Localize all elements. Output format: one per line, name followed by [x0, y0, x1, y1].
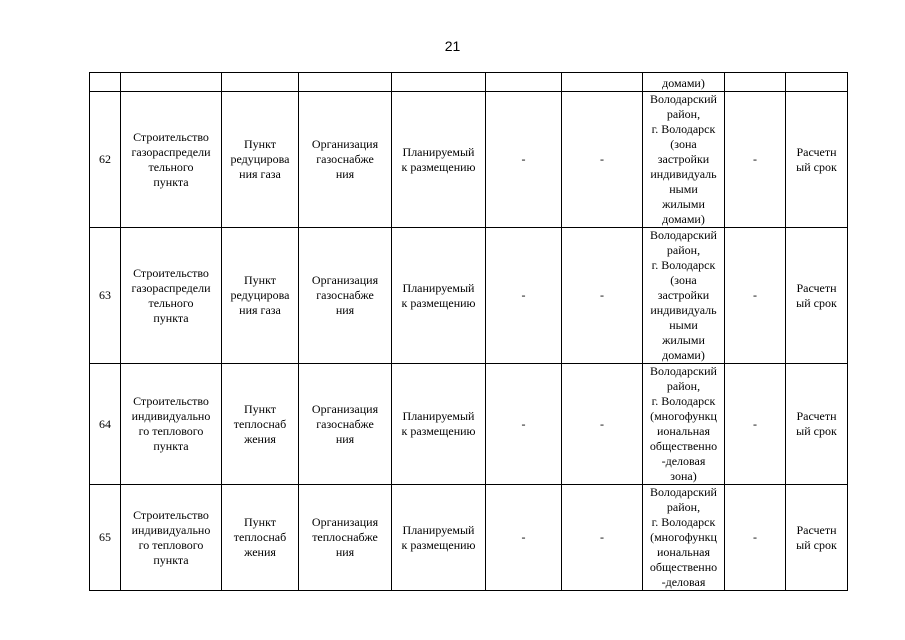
location-line: зона) — [670, 469, 697, 483]
cell-purpose — [299, 228, 392, 364]
status-line: Планируемый — [402, 144, 475, 159]
purpose-line: ния — [335, 431, 355, 446]
term-line: ый срок — [796, 424, 837, 438]
location-line: иональная — [656, 545, 710, 559]
location-line: -деловая — [661, 575, 706, 589]
location-line: Володарский — [650, 92, 717, 106]
cell-term — [786, 485, 848, 591]
cell-status — [392, 485, 486, 591]
purpose-line: Организация — [311, 137, 379, 151]
location-line: индивидуаль — [650, 303, 717, 317]
location-line: домами) — [662, 212, 705, 226]
cell-name — [121, 485, 222, 591]
status-line: к размещению — [401, 537, 476, 552]
cell-name — [121, 364, 222, 485]
cell-num: 65 — [90, 485, 121, 591]
location-line: иональная — [656, 424, 710, 438]
name-line: газораспредели — [131, 144, 211, 159]
cell-status — [392, 228, 486, 364]
type-line: Пункт — [243, 137, 276, 151]
name-line: го теплового — [138, 424, 204, 438]
cell-term — [786, 364, 848, 485]
cell-num: 63 — [90, 228, 121, 364]
location-line: г. Володарск — [651, 258, 716, 272]
name-line: пункта — [153, 552, 189, 567]
status-line: Планируемый — [402, 409, 475, 423]
location-line: застройки — [657, 288, 710, 302]
type-line: жения — [244, 545, 276, 559]
cell-status — [392, 364, 486, 485]
table-row — [90, 228, 848, 364]
location-line: жилыми — [662, 197, 705, 211]
cell-num — [90, 73, 121, 92]
purpose-line: теплоснабже — [312, 530, 378, 544]
location-line: общественно — [649, 560, 718, 574]
location-line: район, — [666, 379, 701, 393]
cell-name — [121, 92, 222, 228]
location-line: (многофункц — [650, 530, 717, 544]
cell-col6: - — [486, 92, 562, 228]
cell-col7 — [562, 73, 643, 92]
location-line: ными — [669, 318, 698, 332]
cell-num: 64 — [90, 364, 121, 485]
location-line: индивидуаль — [650, 167, 717, 181]
cell-purpose — [299, 485, 392, 591]
location-line: общественно — [649, 439, 718, 453]
cell-type — [222, 485, 299, 591]
location-line: район, — [666, 243, 701, 257]
purpose-line: газоснабже — [316, 416, 374, 431]
location-line: домами) — [662, 76, 705, 90]
name-line: Строительство — [133, 129, 209, 144]
cell-term — [786, 92, 848, 228]
location-line: (многофункц — [650, 409, 717, 423]
type-line: жения — [244, 431, 276, 446]
type-line: Пункт — [243, 273, 276, 287]
cell-type — [222, 92, 299, 228]
cell-col6: - — [486, 364, 562, 485]
name-line: Строительство — [133, 394, 209, 408]
status-line: к размещению — [401, 424, 476, 438]
purpose-line: ния — [335, 303, 355, 317]
cell-col7: - — [562, 485, 643, 591]
status-line: к размещению — [401, 295, 476, 310]
cell-col9: - — [725, 228, 786, 364]
page-number: 21 — [444, 38, 461, 54]
location-line: г. Володарск — [651, 122, 716, 136]
cell-num: 62 — [90, 92, 121, 228]
cell-location — [643, 485, 725, 591]
cell-type — [222, 73, 299, 92]
cell-col6 — [486, 73, 562, 92]
cell-type — [222, 364, 299, 485]
type-line: Пункт — [243, 401, 276, 416]
cell-col9 — [725, 73, 786, 92]
cell-status — [392, 73, 486, 92]
cell-col9: - — [725, 92, 786, 228]
cell-col9: - — [725, 485, 786, 591]
location-line: г. Володарск — [651, 394, 716, 408]
term-line: Расчетн — [796, 280, 837, 295]
name-line: пункта — [153, 310, 189, 325]
location-line: (зона — [670, 137, 697, 151]
location-line: район, — [666, 500, 701, 514]
location-line: район, — [666, 107, 701, 121]
location-line: Володарский — [650, 485, 717, 499]
location-line: ными — [669, 182, 698, 196]
location-line: г. Володарск — [651, 515, 716, 529]
term-line: ый срок — [796, 159, 837, 174]
type-line: теплоснаб — [233, 416, 287, 431]
cell-col7: - — [562, 92, 643, 228]
objects-table — [89, 72, 848, 591]
cell-name — [121, 73, 222, 92]
cell-type — [222, 228, 299, 364]
status-line: к размещению — [401, 159, 476, 174]
type-line: ния газа — [239, 167, 281, 181]
cell-term — [786, 228, 848, 364]
cell-location — [643, 364, 725, 485]
location-line: застройки — [657, 152, 710, 166]
location-line: Володарский — [650, 228, 717, 242]
type-line: редуцирова — [230, 152, 290, 166]
term-line: ый срок — [796, 295, 837, 310]
name-line: пункта — [153, 439, 189, 453]
term-line: Расчетн — [796, 522, 837, 537]
name-line: пункта — [153, 174, 189, 189]
location-line: (зона — [670, 273, 697, 287]
name-line: Строительство — [133, 265, 209, 280]
purpose-line: газоснабже — [316, 152, 374, 166]
location-line: Володарский — [650, 364, 717, 378]
table-row — [90, 485, 848, 591]
name-line: индивидуально — [131, 522, 211, 537]
term-line: Расчетн — [796, 409, 837, 423]
name-line: тельного — [148, 295, 194, 310]
cell-location — [643, 73, 725, 92]
term-line: ый срок — [796, 537, 837, 552]
name-line: газораспредели — [131, 280, 211, 295]
purpose-line: газоснабже — [316, 288, 374, 302]
location-line: -деловая — [661, 454, 706, 468]
cell-col6: - — [486, 485, 562, 591]
purpose-line: Организация — [311, 401, 379, 416]
type-line: теплоснаб — [233, 530, 287, 544]
cell-location — [643, 92, 725, 228]
type-line: ния газа — [239, 303, 281, 317]
table-row — [90, 92, 848, 228]
cell-purpose — [299, 92, 392, 228]
cell-col9: - — [725, 364, 786, 485]
location-line: домами) — [662, 348, 705, 362]
purpose-line: Организация — [311, 273, 379, 287]
status-line: Планируемый — [402, 280, 475, 295]
cell-col7: - — [562, 364, 643, 485]
location-line: жилыми — [662, 333, 705, 347]
cell-location — [643, 228, 725, 364]
purpose-line: ния — [335, 545, 355, 559]
name-line: Строительство — [133, 507, 209, 522]
status-line: Планируемый — [402, 522, 475, 537]
purpose-line: ния — [335, 167, 355, 181]
cell-status — [392, 92, 486, 228]
cell-purpose — [299, 73, 392, 92]
type-line: редуцирова — [230, 288, 290, 302]
name-line: го теплового — [138, 537, 204, 552]
name-line: тельного — [148, 159, 194, 174]
cell-name — [121, 228, 222, 364]
table-row — [90, 364, 848, 485]
term-line: Расчетн — [796, 144, 837, 159]
cell-col6: - — [486, 228, 562, 364]
cell-col7: - — [562, 228, 643, 364]
name-line: индивидуально — [131, 409, 211, 423]
purpose-line: Организация — [311, 515, 379, 529]
table-row-continuation — [90, 73, 848, 92]
cell-purpose — [299, 364, 392, 485]
cell-term — [786, 73, 848, 92]
type-line: Пункт — [243, 515, 276, 529]
